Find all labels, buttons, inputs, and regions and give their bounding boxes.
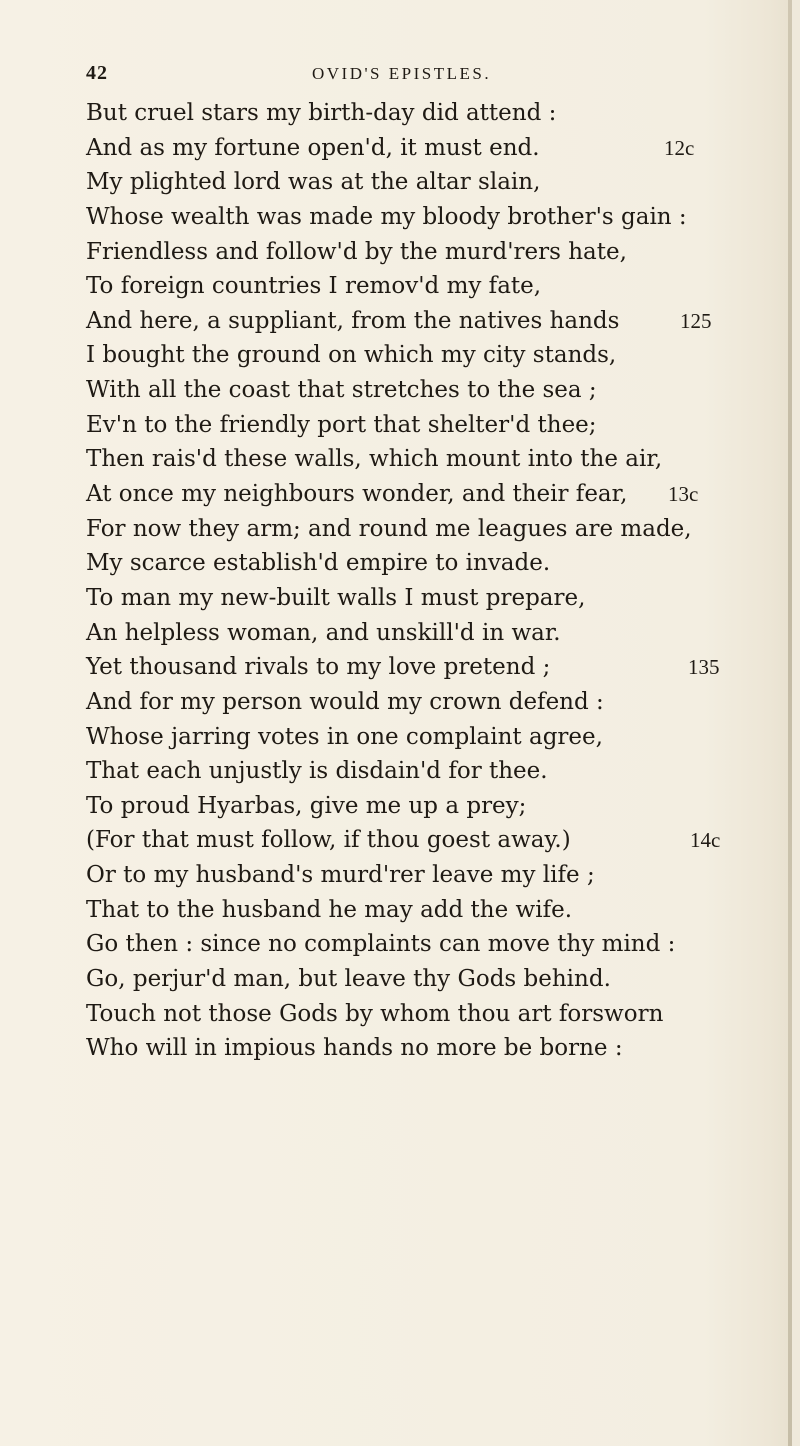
verse-text: And as my fortune open'd, it must end.: [86, 134, 540, 161]
verse-line: [86, 823, 786, 858]
verse-line: [86, 720, 786, 755]
verse-line: [86, 235, 786, 270]
verse-text: For now they arm; and round me leagues are made,: [86, 515, 692, 542]
verse-line: [86, 927, 786, 962]
verse-text: And here, a suppliant, from the natives hands: [86, 307, 620, 334]
verse-line: [86, 269, 786, 304]
verse-text: Touch not those Gods by whom thou art forsworn: [86, 1000, 664, 1027]
verse-line: [86, 546, 786, 581]
verse-line: [86, 131, 786, 166]
verse-text: My plighted lord was at the altar slain,: [86, 169, 541, 196]
verse-text: At once my neighbours wonder, and their fear,: [86, 481, 628, 508]
verse-line: [86, 165, 786, 200]
running-head: [86, 62, 586, 92]
verse-text: Whose wealth was made my bloody brother's gain :: [86, 203, 687, 230]
verse-text: Then rais'd these walls, which mount into the air,: [86, 446, 663, 473]
verse-line: [86, 408, 786, 443]
line-number: 14c: [690, 828, 721, 853]
verse-line: [86, 200, 786, 235]
verse-line: [86, 997, 786, 1032]
verse-line: [86, 477, 786, 512]
verse-text: Friendless and follow'd by the murd'rers hate,: [86, 238, 627, 265]
verse-line: [86, 373, 786, 408]
verse-text: Who will in impious hands no more be borne :: [86, 1035, 623, 1062]
verse-text: I bought the ground on which my city stands,: [86, 342, 617, 369]
verse-text: To man my new-built walls I must prepare,: [86, 584, 586, 611]
verse-text: That to the husband he may add the wife.: [86, 896, 572, 923]
verse-line: [86, 512, 786, 547]
verse-line: [86, 1031, 786, 1066]
verse-line: [86, 338, 786, 373]
page-number: 42: [86, 62, 108, 84]
verse-line: [86, 858, 786, 893]
line-number: 125: [680, 308, 712, 333]
verse-text: Ev'n to the friendly port that shelter'd thee;: [86, 411, 597, 438]
verse-text: Or to my husband's murd'rer leave my life ;: [86, 862, 595, 889]
verse-line: [86, 581, 786, 616]
verse-text: Whose jarring votes in one complaint agree,: [86, 723, 603, 750]
verse-line: [86, 304, 786, 339]
verse-text: To foreign countries I remov'd my fate,: [86, 273, 542, 300]
verse-line: [86, 754, 786, 789]
page-edge: [792, 0, 800, 1446]
verse-text: That each unjustly is disdain'd for thee.: [86, 758, 548, 785]
verse-text: And for my person would my crown defend :: [86, 688, 604, 715]
verse-text: To proud Hyarbas, give me up a prey;: [86, 792, 527, 819]
line-number: 135: [688, 655, 720, 680]
verse-line: [86, 616, 786, 651]
verse-text: An helpless woman, and unskill'd in war.: [86, 619, 561, 646]
verse-line: [86, 650, 786, 685]
line-number: 12c: [664, 135, 695, 160]
verse-line: [86, 442, 786, 477]
verse-text: Go then : since no complaints can move thy mind :: [86, 931, 676, 958]
verse-line: [86, 962, 786, 997]
verse-text: But cruel stars my birth-day did attend :: [86, 100, 557, 126]
verse-text: Go, perjur'd man, but leave thy Gods behind.: [86, 966, 611, 993]
verse-line: [86, 96, 786, 131]
running-title: OVID'S EPISTLES.: [312, 64, 492, 83]
verse-text: Yet thousand rivals to my love pretend ;: [86, 654, 551, 681]
verse-text: My scarce establish'd empire to invade.: [86, 550, 551, 577]
verse-line: [86, 893, 786, 928]
verse-line: [86, 789, 786, 824]
verse-text: (For that must follow, if thou goest away.): [86, 827, 571, 854]
poem-text: [86, 96, 786, 1066]
verse-line: [86, 685, 786, 720]
line-number: 13c: [668, 482, 699, 507]
verse-text: With all the coast that stretches to the sea ;: [86, 377, 597, 404]
